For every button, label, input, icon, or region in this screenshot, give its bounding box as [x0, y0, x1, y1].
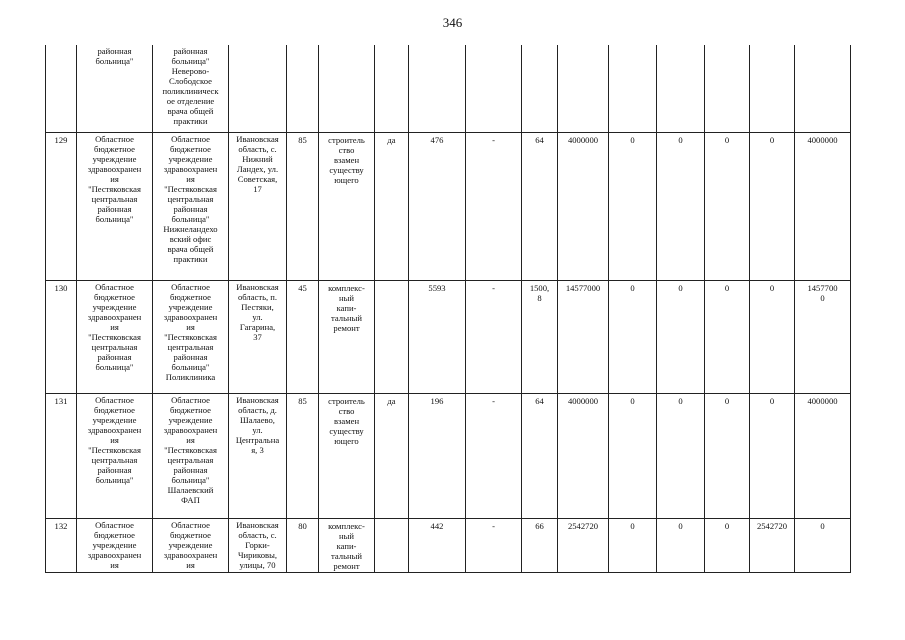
- cell-value-b: 66: [522, 519, 558, 573]
- cell-total-cost: 4000000: [558, 394, 609, 519]
- cell-area: 196: [409, 394, 466, 519]
- cell-year-5-cost: 4000000: [795, 394, 851, 519]
- cell-total-cost: 14577000: [558, 281, 609, 394]
- cell-year-2-cost: 0: [657, 394, 705, 519]
- cell-area: 476: [409, 133, 466, 281]
- cell-row-number: 131: [46, 394, 77, 519]
- cell-year-5-cost: 0: [795, 519, 851, 573]
- table-row: [46, 133, 851, 281]
- cell-year-3-cost: 0: [705, 394, 750, 519]
- cell-address: [229, 45, 287, 133]
- cell-value-a: [466, 45, 522, 133]
- cell-address: Ивановская область, с. Горки- Чириковы, улицы, 70: [229, 519, 287, 573]
- cell-value-a: -: [466, 519, 522, 573]
- cell-area: 5593: [409, 281, 466, 394]
- cell-facility-name: Областное бюджетное учреждение здравоохранен ия "Пестяковская центральная районная больница" Шалаевский ФАП: [153, 394, 229, 519]
- data-table: [45, 45, 851, 573]
- cell-year-4-cost: 0: [750, 133, 795, 281]
- cell-organization-name: Областное бюджетное учреждение здравоохранен ия "Пестяковская центральная районная больница": [77, 394, 153, 519]
- table-row: [46, 519, 851, 573]
- cell-value-a: -: [466, 133, 522, 281]
- cell-year-3-cost: 0: [705, 133, 750, 281]
- cell-replacement-flag: [375, 281, 409, 394]
- cell-organization-name: Областное бюджетное учреждение здравоохранен ия "Пестяковская центральная районная больница": [77, 133, 153, 281]
- cell-work-type: строитель ство взамен существу ющего: [319, 394, 375, 519]
- cell-value-b: [522, 45, 558, 133]
- cell-year-4-cost: [750, 45, 795, 133]
- cell-year-2-cost: 0: [657, 133, 705, 281]
- cell-address: Ивановская область, п. Пестяки, ул. Гагарина, 37: [229, 281, 287, 394]
- cell-row-number: 129: [46, 133, 77, 281]
- cell-value-a: -: [466, 281, 522, 394]
- cell-year-5-cost: 4000000: [795, 133, 851, 281]
- cell-value-b: 64: [522, 133, 558, 281]
- cell-year-2-cost: [657, 45, 705, 133]
- cell-value-a: -: [466, 394, 522, 519]
- cell-facility-name: Областное бюджетное учреждение здравоохранен ия "Пестяковская центральная районная больница" Нижнеландехо вский офис врача общей практики: [153, 133, 229, 281]
- cell-total-cost: 4000000: [558, 133, 609, 281]
- cell-work-type: комплекс- ный капи- тальный ремонт: [319, 519, 375, 573]
- cell-organization-name: районная больница": [77, 45, 153, 133]
- cell-row-number: 132: [46, 519, 77, 573]
- cell-replacement-flag: да: [375, 133, 409, 281]
- cell-replacement-flag: да: [375, 394, 409, 519]
- cell-year-1-cost: 0: [609, 394, 657, 519]
- cell-value-b: 1500, 8: [522, 281, 558, 394]
- cell-address: Ивановская область, д. Шалаево, ул. Центральна я, 3: [229, 394, 287, 519]
- cell-work-type: комплекс- ный капи- тальный ремонт: [319, 281, 375, 394]
- cell-replacement-flag: [375, 519, 409, 573]
- cell-year-3-cost: [705, 45, 750, 133]
- cell-value-b: 64: [522, 394, 558, 519]
- table-row: [46, 281, 851, 394]
- cell-year-4-cost: 0: [750, 281, 795, 394]
- cell-year-1-cost: 0: [609, 281, 657, 394]
- cell-capacity: 85: [287, 133, 319, 281]
- table-row: [46, 45, 851, 133]
- cell-year-3-cost: 0: [705, 519, 750, 573]
- table-row: [46, 394, 851, 519]
- cell-organization-name: Областное бюджетное учреждение здравоохранен ия: [77, 519, 153, 573]
- cell-address: Ивановская область, с. Нижний Ландех, ул. Советская, 17: [229, 133, 287, 281]
- cell-row-number: 130: [46, 281, 77, 394]
- cell-capacity: 80: [287, 519, 319, 573]
- cell-capacity: [287, 45, 319, 133]
- cell-work-type: строитель ство взамен существу ющего: [319, 133, 375, 281]
- cell-year-4-cost: 0: [750, 394, 795, 519]
- cell-capacity: 85: [287, 394, 319, 519]
- cell-year-5-cost: 1457700 0: [795, 281, 851, 394]
- cell-area: 442: [409, 519, 466, 573]
- cell-year-4-cost: 2542720: [750, 519, 795, 573]
- cell-total-cost: 2542720: [558, 519, 609, 573]
- cell-work-type: [319, 45, 375, 133]
- cell-row-number: [46, 45, 77, 133]
- cell-facility-name: районная больница" Неверово- Слободское поликлиничеcк ое отделение врача общей практики: [153, 45, 229, 133]
- cell-year-2-cost: 0: [657, 281, 705, 394]
- cell-replacement-flag: [375, 45, 409, 133]
- cell-facility-name: Областное бюджетное учреждение здравоохранен ия "Пестяковская центральная районная больница" Поликлиника: [153, 281, 229, 394]
- cell-organization-name: Областное бюджетное учреждение здравоохранен ия "Пестяковская центральная районная больница": [77, 281, 153, 394]
- cell-area: [409, 45, 466, 133]
- cell-total-cost: [558, 45, 609, 133]
- cell-year-1-cost: 0: [609, 133, 657, 281]
- cell-year-1-cost: [609, 45, 657, 133]
- cell-year-5-cost: [795, 45, 851, 133]
- page-number: 346: [442, 15, 463, 30]
- cell-year-1-cost: 0: [609, 519, 657, 573]
- cell-year-2-cost: 0: [657, 519, 705, 573]
- cell-year-3-cost: 0: [705, 281, 750, 394]
- cell-facility-name: Областное бюджетное учреждение здравоохранен ия: [153, 519, 229, 573]
- cell-capacity: 45: [287, 281, 319, 394]
